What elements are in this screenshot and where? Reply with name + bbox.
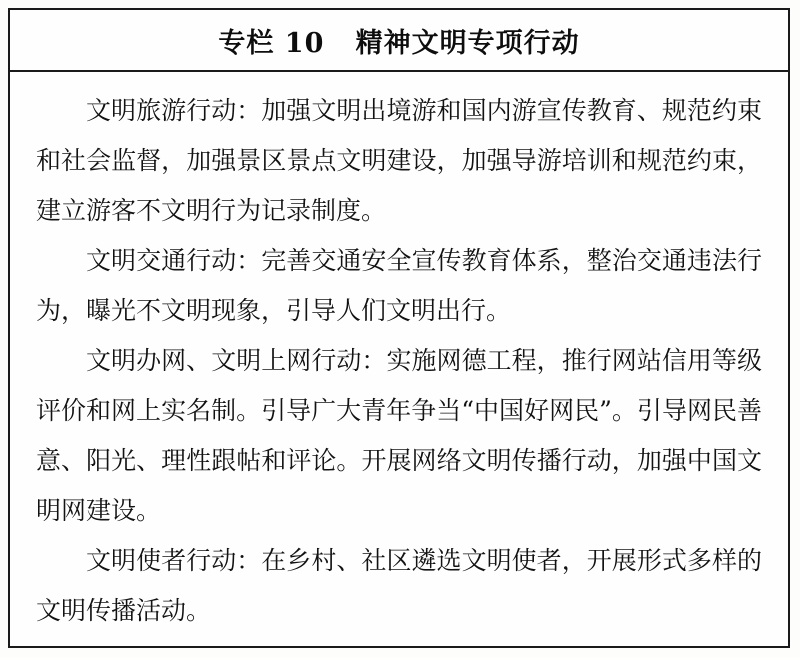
feature-box (8, 8, 790, 648)
paragraph-4: 文明使者行动：在乡村、社区遴选文明使者，开展形式多样的文明传播活动。 (36, 546, 762, 625)
feature-box-header (10, 10, 788, 72)
paragraph-3: 文明办网、文明上网行动：实施网德工程，推行网站信用等级评价和网上实名制。引导广大青年争当“中国好网民”。引导网民善意、阳光、理性跟帖和评论。开展网络文明传播行动，加强中国文明网建设。 (36, 346, 762, 525)
feature-box-body (10, 72, 788, 646)
page-title: 专栏 10 精神文明专项行动 (218, 27, 580, 59)
paragraph-1: 文明旅游行动：加强文明出境游和国内游宣传教育、规范约束和社会监督，加强景区景点文明建设，加强导游培训和规范约束，建立游客不文明行为记录制度。 (36, 96, 762, 225)
paragraph-2: 文明交通行动：完善交通安全宣传教育体系，整治交通违法行为，曝光不文明现象，引导人们文明出行。 (36, 246, 762, 325)
